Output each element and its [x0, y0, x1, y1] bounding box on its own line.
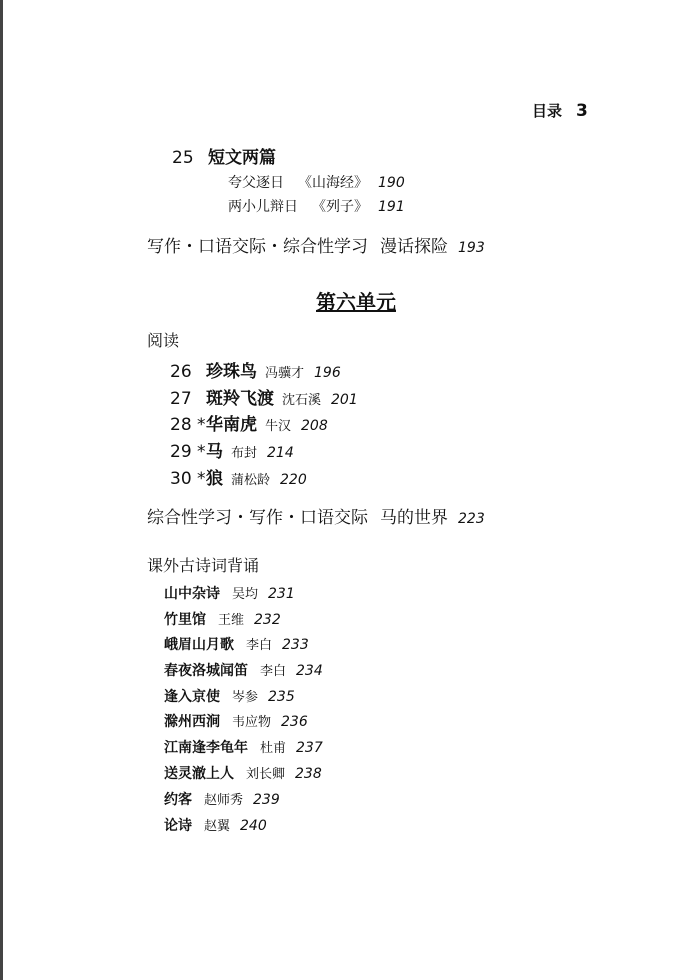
poem-entry[interactable]	[164, 634, 309, 654]
lesson-number: 27	[170, 389, 192, 409]
poem-title: 江南逢李龟年	[164, 740, 248, 756]
lesson-title: 珍珠鸟	[206, 362, 257, 382]
poem-page: 239	[253, 792, 280, 808]
lesson-page: 214	[267, 445, 294, 461]
sub-entry-source: 《列子》	[312, 199, 368, 215]
sub-entry-title: 夸父逐日	[228, 175, 284, 191]
sub-entry-title: 两小儿辩日	[228, 199, 298, 215]
poem-page: 233	[282, 637, 309, 653]
poem-entry[interactable]	[164, 660, 323, 680]
lesson-number: 26	[170, 362, 192, 382]
page-header	[532, 100, 588, 121]
poem-title: 论诗	[164, 818, 192, 834]
poem-author: 韦应物	[232, 715, 272, 730]
poem-page: 231	[268, 586, 295, 602]
lesson-author: 蒲松龄	[231, 473, 271, 488]
lesson-number: 29 *	[170, 442, 206, 462]
activity-page: 223	[458, 511, 485, 527]
lesson-29[interactable]	[170, 437, 294, 462]
poem-title: 滁州西涧	[164, 714, 220, 730]
lesson-author: 冯骥才	[265, 366, 305, 381]
poem-author: 李白	[246, 638, 273, 653]
lesson-author: 布封	[231, 446, 258, 461]
poem-title: 春夜洛城闻笛	[164, 663, 248, 679]
activity-page: 193	[458, 240, 485, 256]
poem-page: 237	[296, 740, 323, 756]
poem-entry[interactable]	[164, 737, 323, 757]
poem-entry[interactable]	[164, 711, 308, 731]
poem-page: 238	[295, 766, 322, 782]
lesson-title: 狼	[206, 469, 223, 489]
lesson-title: 马	[206, 442, 223, 462]
unit5-activity[interactable]	[147, 232, 485, 257]
lesson-number: 28 *	[170, 415, 206, 435]
lesson-author: 沈石溪	[282, 393, 322, 408]
lesson-26[interactable]	[170, 357, 341, 382]
activity-text: 写作・口语交际・综合性学习	[147, 237, 368, 257]
poem-page: 236	[281, 714, 308, 730]
poem-author: 李白	[260, 664, 287, 679]
poems-label: 课外古诗词背诵	[147, 556, 260, 575]
poem-author: 赵翼	[204, 819, 231, 834]
lesson-page: 208	[301, 418, 328, 434]
lesson-page: 196	[314, 365, 341, 381]
poem-author: 刘长卿	[246, 767, 286, 782]
poem-title: 约客	[164, 792, 192, 808]
poem-title: 山中杂诗	[164, 586, 220, 602]
lesson-25[interactable]	[172, 143, 276, 168]
page-edge	[0, 0, 3, 980]
poem-page: 234	[296, 663, 323, 679]
sub-entry-page: 190	[378, 175, 405, 191]
poem-title: 峨眉山月歌	[164, 637, 234, 653]
poem-page: 235	[268, 689, 295, 705]
unit6-activity[interactable]	[147, 503, 485, 528]
poem-author: 赵师秀	[204, 793, 244, 808]
sub-entry-liangxiaoer[interactable]	[228, 196, 405, 216]
poem-author: 杜甫	[260, 741, 287, 756]
poem-page: 240	[240, 818, 267, 834]
poem-author: 王维	[218, 613, 245, 628]
header-title: 目录	[532, 102, 563, 120]
poem-entry[interactable]	[164, 609, 281, 629]
lesson-author: 牛汉	[265, 419, 292, 434]
poem-author: 吴均	[232, 587, 259, 602]
poem-title: 送灵澈上人	[164, 766, 234, 782]
poem-entry[interactable]	[164, 763, 322, 783]
activity-topic: 马的世界	[380, 508, 448, 528]
activity-topic: 漫话探险	[380, 237, 448, 257]
lesson-27[interactable]	[170, 384, 358, 409]
unit-title: 第六单元	[316, 290, 396, 314]
page-number: 3	[576, 101, 588, 121]
sub-entry-kuafu[interactable]	[228, 172, 405, 192]
reading-label: 阅读	[147, 331, 180, 350]
activity-text: 综合性学习・写作・口语交际	[147, 508, 368, 528]
poem-entry[interactable]	[164, 815, 267, 835]
lesson-number: 30 *	[170, 469, 206, 489]
sub-entry-page: 191	[378, 199, 405, 215]
lesson-28[interactable]	[170, 410, 328, 435]
lesson-30[interactable]	[170, 464, 307, 489]
poem-entry[interactable]	[164, 583, 295, 603]
lesson-page: 201	[331, 392, 358, 408]
sub-entry-source: 《山海经》	[298, 175, 368, 191]
lesson-page: 220	[280, 472, 307, 488]
poem-entry[interactable]	[164, 686, 295, 706]
lesson-title: 短文两篇	[208, 148, 276, 168]
poem-title: 逢入京使	[164, 689, 220, 705]
lesson-number: 25	[172, 148, 194, 168]
poem-title: 竹里馆	[164, 612, 206, 628]
poem-entry[interactable]	[164, 789, 280, 809]
lesson-title: 斑羚飞渡	[206, 389, 274, 409]
poem-page: 232	[254, 612, 281, 628]
lesson-title: 华南虎	[206, 415, 257, 435]
poem-author: 岑参	[232, 690, 259, 705]
